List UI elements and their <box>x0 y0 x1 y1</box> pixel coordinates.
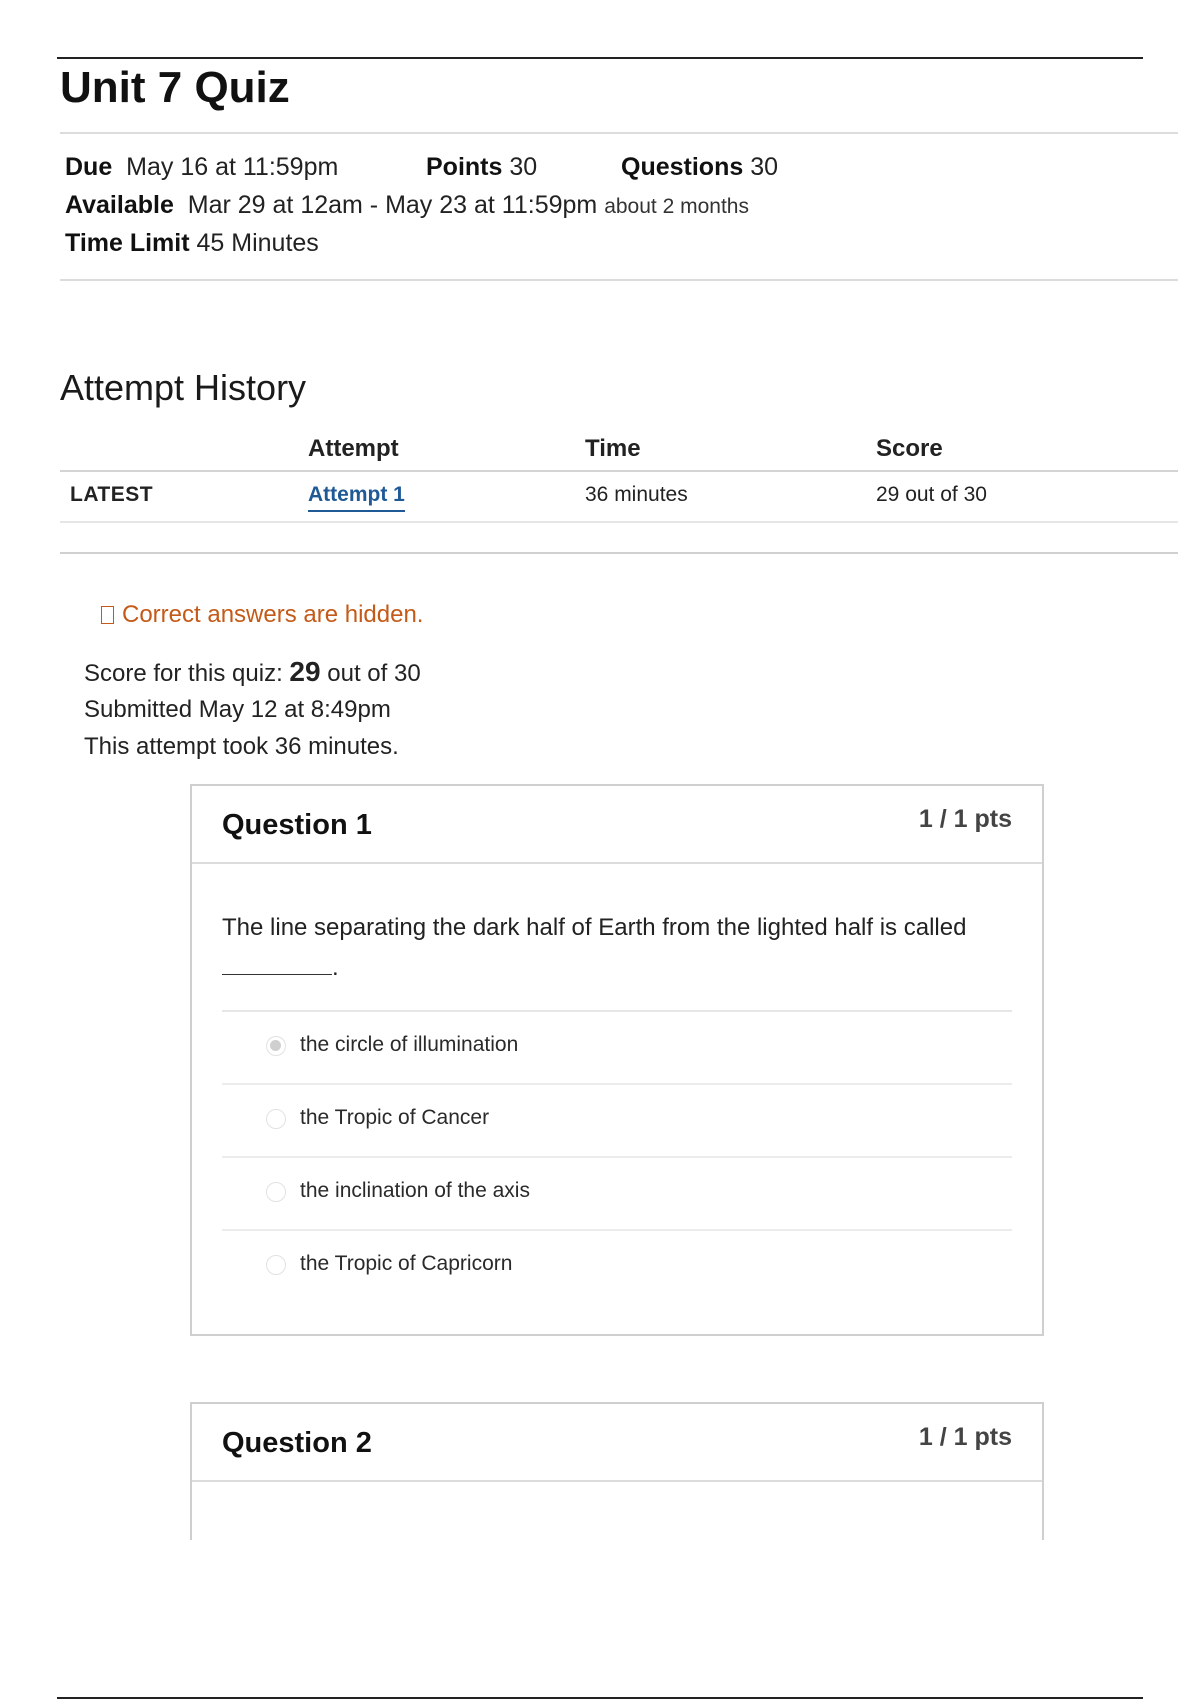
answer-label: the inclination of the axis <box>300 1179 530 1202</box>
latest-tag: LATEST <box>70 483 154 506</box>
score-suffix: out of 30 <box>327 660 421 687</box>
bottom-rule <box>57 1697 1143 1699</box>
radio-button[interactable] <box>266 1182 286 1202</box>
question-text <box>222 908 1012 988</box>
question-header <box>192 1404 1042 1482</box>
question-card <box>190 1402 1044 1540</box>
available-label: Available <box>65 191 174 219</box>
answer-option[interactable] <box>222 1158 1012 1231</box>
radio-button[interactable] <box>266 1109 286 1129</box>
info-icon <box>101 606 114 624</box>
attempt-column-header: Attempt <box>308 435 399 462</box>
attempt-history-title: Attempt History <box>60 367 307 408</box>
page-title: Unit 7 Quiz <box>60 63 290 112</box>
question-title: Question 2 <box>222 1427 372 1459</box>
answer-label: the Tropic of Capricorn <box>300 1252 513 1275</box>
score-value: 29 <box>289 656 321 687</box>
time-limit-label: Time Limit <box>65 229 190 257</box>
due-label: Due <box>65 153 113 181</box>
quiz-score <box>84 657 421 689</box>
table-row-divider <box>60 521 1178 523</box>
notice-text: Correct answers are hidden. <box>122 601 424 628</box>
radio-button[interactable] <box>266 1036 286 1056</box>
question-prompt-end: . <box>332 954 339 981</box>
points-info <box>426 152 537 182</box>
question-title: Question 1 <box>222 809 372 841</box>
time-limit-info <box>65 228 319 258</box>
attempt-score: 29 out of 30 <box>876 483 987 506</box>
divider <box>60 279 1178 281</box>
answer-list <box>222 1010 1012 1302</box>
attempt-duration: This attempt took 36 minutes. <box>84 733 399 760</box>
radio-button[interactable] <box>266 1255 286 1275</box>
due-info <box>65 152 338 182</box>
question-header <box>192 786 1042 864</box>
top-rule <box>57 57 1143 59</box>
attempt-1-link[interactable]: Attempt 1 <box>308 481 405 512</box>
questions-label: Questions <box>621 153 744 181</box>
divider <box>60 552 1178 554</box>
question-prompt: The line separating the dark half of Earth from the lighted half is called <box>222 914 967 941</box>
time-column-header: Time <box>585 435 641 462</box>
question-points: 1 / 1 pts <box>918 805 1012 833</box>
table-header-divider <box>60 470 1178 472</box>
answer-option[interactable] <box>222 1231 1012 1302</box>
attempt-time: 36 minutes <box>585 483 688 506</box>
score-prefix: Score for this quiz: <box>84 660 283 687</box>
questions-value: 30 <box>750 153 779 181</box>
submitted-info: Submitted May 12 at 8:49pm <box>84 696 391 723</box>
question-points: 1 / 1 pts <box>918 1423 1012 1451</box>
hidden-answers-notice <box>101 600 423 630</box>
points-label: Points <box>426 153 503 181</box>
time-limit-value: 45 Minutes <box>196 229 319 257</box>
answer-blank <box>222 952 332 975</box>
score-column-header: Score <box>876 435 943 462</box>
question-card <box>190 784 1044 1336</box>
answer-label: the Tropic of Cancer <box>300 1106 490 1129</box>
answer-option[interactable] <box>222 1085 1012 1158</box>
answer-label: the circle of illumination <box>300 1033 519 1056</box>
due-value: May 16 at 11:59pm <box>126 153 339 181</box>
questions-info <box>621 152 778 182</box>
points-value: 30 <box>509 153 538 181</box>
divider <box>60 132 1178 134</box>
available-duration: about 2 months <box>604 195 749 218</box>
answer-option[interactable] <box>222 1012 1012 1085</box>
available-info <box>65 190 749 222</box>
available-value: Mar 29 at 12am - May 23 at 11:59pm <box>187 191 598 219</box>
